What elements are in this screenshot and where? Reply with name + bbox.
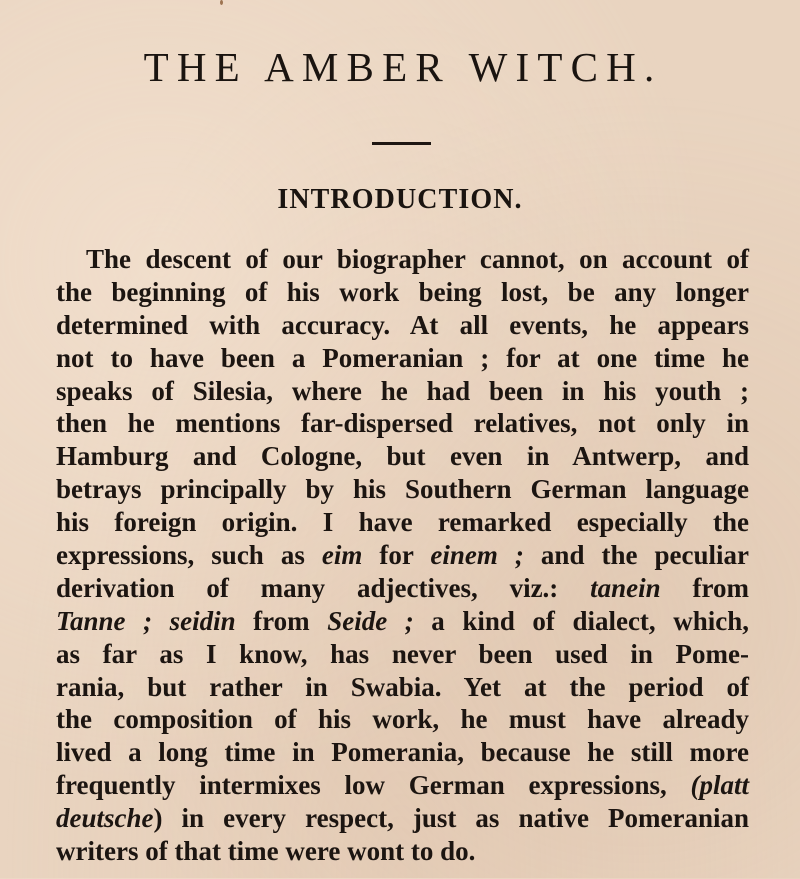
text-line xyxy=(56,309,749,342)
italic-term: deutsche xyxy=(56,803,154,834)
italic-term: Seide ; xyxy=(327,605,414,636)
text-run: lived a long time in Pomerania, because he still more xyxy=(56,737,749,768)
text-run: ) in every respect, just as native Pomeranian xyxy=(153,803,749,834)
text-line xyxy=(56,473,749,506)
book-title: THE AMBER WITCH. xyxy=(143,44,663,90)
text-run: betrays principally by his Southern German language xyxy=(56,474,749,505)
text-line xyxy=(56,671,749,704)
text-run: derivation of many adjectives, viz.: xyxy=(56,572,591,603)
text-run: the composition of his work, he must have already xyxy=(56,704,749,735)
text-run: a kind of dialect, which, xyxy=(413,605,749,636)
text-line xyxy=(56,638,749,671)
text-run: Hamburg and Cologne, but even in Antwerp, and xyxy=(56,441,749,472)
text-line xyxy=(56,506,749,539)
text-run: from xyxy=(235,605,328,636)
italic-term: (platt xyxy=(690,770,749,801)
italic-term: tanein xyxy=(590,572,661,603)
text-run: speaks of Silesia, where he had been in his youth ; xyxy=(56,375,749,406)
introduction-paragraph xyxy=(56,243,749,868)
text-run: writers of that time were wont to do. xyxy=(56,836,476,867)
text-line xyxy=(56,605,749,638)
text-line xyxy=(56,276,749,309)
paper-speck xyxy=(220,0,223,5)
text-line xyxy=(56,835,749,868)
text-line xyxy=(56,769,749,802)
text-line xyxy=(56,375,749,408)
text-line xyxy=(56,539,749,572)
italic-term: Tanne ; seidin xyxy=(56,605,236,636)
text-run: the beginning of his work being lost, be any longer xyxy=(56,276,749,307)
text-line xyxy=(56,243,749,276)
text-run: as far as I know, has never been used in Pome- xyxy=(56,638,749,669)
italic-term: einem ; xyxy=(430,540,524,571)
text-line xyxy=(56,407,749,440)
text-run: from xyxy=(660,572,749,603)
text-line xyxy=(56,802,749,835)
decorative-rule xyxy=(372,142,431,145)
text-run: not to have been a Pomeranian ; for at one time he xyxy=(56,342,749,373)
text-line xyxy=(56,440,749,473)
text-line xyxy=(56,572,749,605)
italic-term: eim xyxy=(321,540,363,571)
text-run: his foreign origin. I have remarked especially the xyxy=(56,507,749,538)
next-line-bleed xyxy=(56,873,656,879)
section-heading: INTRODUCTION. xyxy=(277,184,523,215)
text-run: frequently intermixes low German expressions, xyxy=(56,770,691,801)
text-run: then he mentions far-dispersed relatives, not only in xyxy=(56,408,749,439)
text-line xyxy=(56,736,749,769)
text-line xyxy=(56,703,749,736)
text-run: rania, but rather in Swabia. Yet at the period of xyxy=(56,671,749,702)
text-run: determined with accuracy. At all events, he appears xyxy=(56,309,749,340)
text-run: The descent of our biographer cannot, on account of xyxy=(86,244,749,274)
text-line xyxy=(56,342,749,375)
text-run: expressions, such as xyxy=(56,540,322,571)
text-run: and the peculiar xyxy=(523,540,749,571)
text-run: for xyxy=(362,540,431,571)
